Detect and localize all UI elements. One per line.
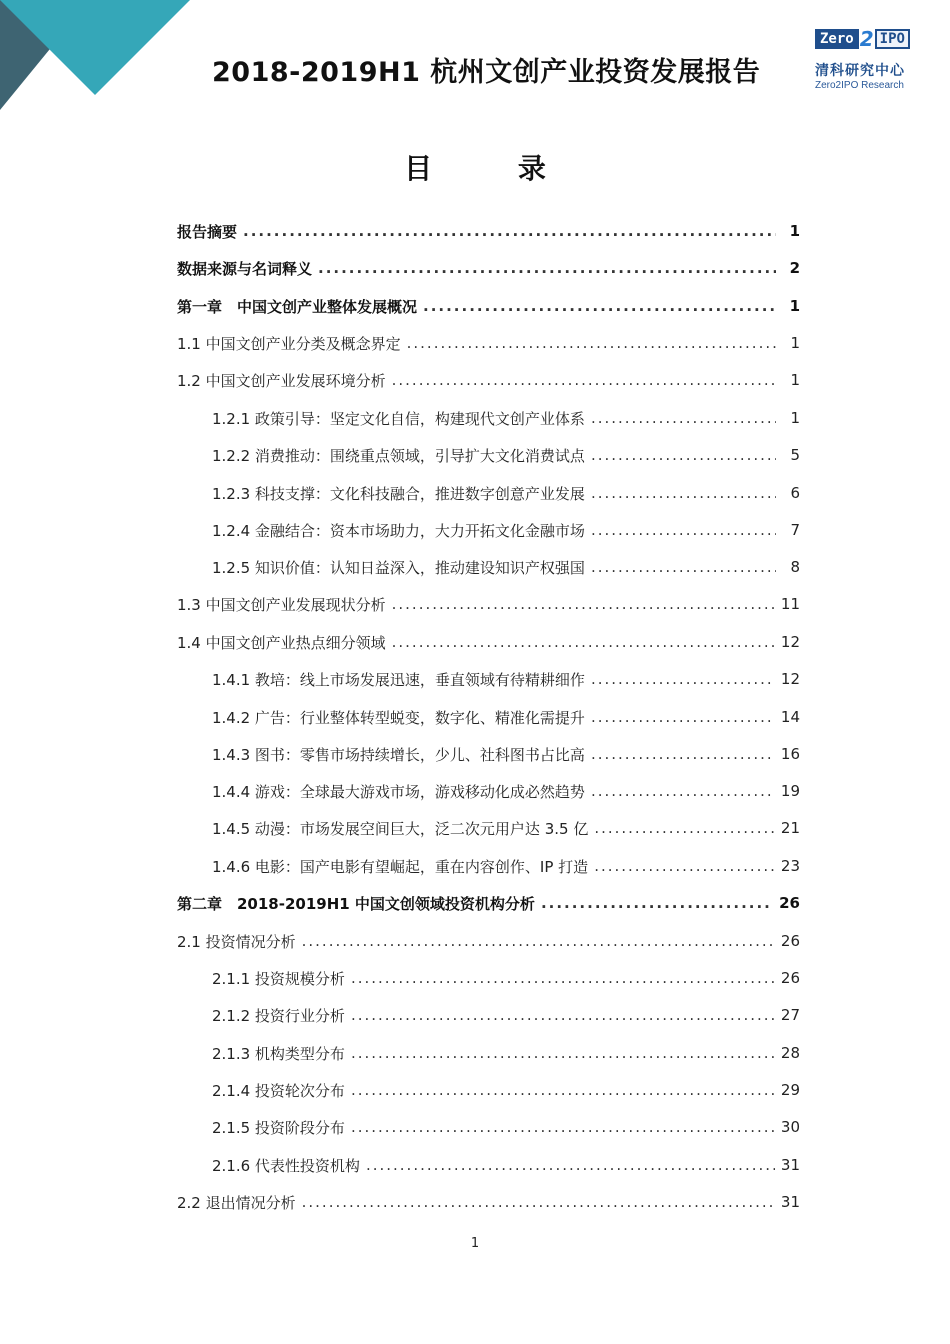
toc-entry-page: 30 — [780, 1118, 800, 1136]
toc-entry[interactable] — [212, 667, 800, 691]
toc-entry-page: 26 — [780, 969, 800, 987]
toc-leader-dots — [591, 708, 775, 726]
toc-entry-page: 1 — [789, 222, 800, 240]
toc-entry-label: 1.2.4 金融结合：资本市场助力，大力开拓文化金融市场 — [212, 521, 585, 540]
toc-entry[interactable] — [212, 816, 800, 840]
report-title: 2018-2019H1 杭州文创产业投资发展报告 — [212, 57, 761, 88]
toc-entry-page: 28 — [780, 1044, 800, 1062]
toc-entry-page: 31 — [780, 1193, 800, 1211]
toc-entry[interactable] — [177, 219, 800, 243]
toc-leader-dots — [318, 259, 776, 277]
toc-entry-page: 12 — [780, 633, 800, 651]
toc-entry[interactable] — [212, 1041, 800, 1065]
toc-entry-label: 1.4 中国文创产业热点细分领域 — [177, 633, 386, 652]
toc-entry-label: 1.4.5 动漫：市场发展空间巨大，泛二次元用户达 3.5 亿 — [212, 819, 589, 838]
toc-entry-page: 11 — [780, 595, 800, 613]
toc-leader-dots — [591, 484, 776, 502]
toc-leader-dots — [351, 1118, 775, 1136]
toc-entry[interactable] — [212, 854, 800, 878]
toc-entry-label: 2.1 投资情况分析 — [177, 932, 296, 951]
toc-entry-label: 1.3 中国文创产业发展现状分析 — [177, 595, 386, 614]
toc-entry-label: 1.4.2 广告：行业整体转型蜕变，数字化、精准化需提升 — [212, 708, 585, 727]
toc-entry[interactable] — [212, 742, 800, 766]
toc-entry-label: 2.1.5 投资阶段分布 — [212, 1118, 345, 1137]
toc-entry-label: 1.4.4 游戏：全球最大游戏市场，游戏移动化成必然趋势 — [212, 782, 585, 801]
toc-entry[interactable] — [177, 630, 800, 654]
toc-entry-label: 1.4.6 电影：国产电影有望崛起，重在内容创作、IP 打造 — [212, 857, 589, 876]
logo-zero-text: Zero — [815, 29, 859, 49]
toc-leader-dots — [392, 633, 775, 651]
toc-entry-page: 12 — [780, 670, 800, 688]
toc-entry[interactable] — [212, 443, 800, 467]
toc-entry-label: 2.1.3 机构类型分布 — [212, 1044, 345, 1063]
toc-leader-dots — [591, 409, 776, 427]
toc-leader-dots — [366, 1156, 775, 1174]
toc-entry[interactable] — [177, 891, 800, 915]
toc-entry-page: 8 — [790, 558, 800, 576]
toc-entry-label: 第二章 2018-2019H1 中国文创领域投资机构分析 — [177, 894, 535, 913]
toc-leader-dots — [591, 446, 776, 464]
toc-entry-page: 31 — [780, 1156, 800, 1174]
toc-leader-dots — [594, 857, 775, 875]
toc-entry-label: 1.4.1 教培：线上市场发展迅速，垂直领域有待精耕细作 — [212, 670, 585, 689]
logo-chinese-name: 清科研究中心 — [815, 63, 905, 79]
toc-entry[interactable] — [212, 1115, 800, 1139]
toc-leader-dots — [541, 894, 773, 912]
toc-entry-page: 23 — [780, 857, 800, 875]
toc-leader-dots — [591, 558, 776, 576]
toc-entry[interactable] — [177, 592, 800, 616]
toc-leader-dots — [351, 969, 775, 987]
logo-ipo-text: IPO — [875, 29, 910, 49]
logo-two-text: 2 — [859, 27, 874, 51]
toc-entry-page: 1 — [790, 334, 800, 352]
toc-entry-page: 26 — [779, 894, 800, 912]
toc-leader-dots — [591, 521, 776, 539]
toc-entry-label: 2.1.1 投资规模分析 — [212, 969, 345, 988]
toc-title: 目 录 — [404, 152, 584, 185]
toc-leader-dots — [351, 1044, 775, 1062]
toc-entry-page: 1 — [790, 409, 800, 427]
toc-leader-dots — [591, 782, 775, 800]
toc-entry-label: 1.4.3 图书：零售市场持续增长，少儿、社科图书占比高 — [212, 745, 585, 764]
toc-entry-page: 6 — [790, 484, 800, 502]
toc-entry[interactable] — [212, 555, 800, 579]
toc-leader-dots — [302, 1193, 775, 1211]
toc-entry-label: 报告摘要 — [177, 222, 238, 241]
toc-entry-label: 2.1.4 投资轮次分布 — [212, 1081, 345, 1100]
toc-entry-page: 26 — [780, 932, 800, 950]
toc-entry-page: 19 — [780, 782, 800, 800]
toc-leader-dots — [591, 670, 775, 688]
toc-leader-dots — [392, 371, 776, 389]
toc-entry[interactable] — [212, 779, 800, 803]
toc-entry-label: 数据来源与名词释义 — [177, 259, 313, 278]
toc-entry-label: 1.2 中国文创产业发展环境分析 — [177, 371, 386, 390]
toc-leader-dots — [591, 745, 775, 763]
toc-entry[interactable] — [212, 481, 800, 505]
toc-entry-label: 2.2 退出情况分析 — [177, 1193, 296, 1212]
toc-entry[interactable] — [177, 368, 800, 392]
page-number: 1 — [470, 1236, 480, 1251]
toc-entry[interactable] — [212, 705, 800, 729]
toc-entry[interactable] — [212, 1003, 800, 1027]
toc-entry-page: 1 — [790, 371, 800, 389]
toc-entry[interactable] — [212, 1153, 800, 1177]
toc-entry-page: 2 — [789, 259, 800, 277]
toc-entry-label: 2.1.6 代表性投资机构 — [212, 1156, 360, 1175]
toc-leader-dots — [407, 334, 776, 352]
toc-entry-page: 1 — [789, 297, 800, 315]
logo-english-name: Zero2IPO Research — [815, 80, 904, 91]
toc-entry[interactable] — [177, 256, 800, 280]
toc-entry-label: 1.1 中国文创产业分类及概念界定 — [177, 334, 401, 353]
toc-leader-dots — [302, 932, 775, 950]
toc-entry-page: 7 — [790, 521, 800, 539]
toc-entry-page: 29 — [780, 1081, 800, 1099]
toc-leader-dots — [423, 297, 776, 315]
toc-entry-label: 2.1.2 投资行业分析 — [212, 1006, 345, 1025]
toc-entry-page: 14 — [780, 708, 800, 726]
toc-leader-dots — [351, 1006, 775, 1024]
toc-leader-dots — [594, 819, 775, 837]
toc-entry[interactable] — [212, 518, 800, 542]
toc-entry-page: 5 — [790, 446, 800, 464]
toc-entry[interactable] — [212, 406, 800, 430]
toc-entry-label: 1.2.5 知识价值：认知日益深入，推动建设知识产权强国 — [212, 558, 585, 577]
toc-leader-dots — [392, 595, 775, 613]
toc-entry-label: 1.2.2 消费推动：围绕重点领域，引导扩大文化消费试点 — [212, 446, 585, 465]
toc-entry[interactable] — [177, 1190, 800, 1214]
toc-entry-label: 第一章 中国文创产业整体发展概况 — [177, 297, 418, 316]
toc-entry[interactable] — [212, 1078, 800, 1102]
toc-entry[interactable] — [177, 294, 800, 318]
toc-entry-label: 1.2.1 政策引导：坚定文化自信，构建现代文创产业体系 — [212, 409, 585, 428]
toc-entry-page: 16 — [780, 745, 800, 763]
toc-leader-dots — [243, 222, 776, 240]
toc-entry[interactable] — [177, 929, 800, 953]
toc-entry[interactable] — [212, 966, 800, 990]
toc-leader-dots — [351, 1081, 775, 1099]
toc-entry-page: 27 — [780, 1006, 800, 1024]
toc-entry-label: 1.2.3 科技支撑：文化科技融合，推进数字创意产业发展 — [212, 484, 585, 503]
toc-entry[interactable] — [177, 331, 800, 355]
toc-entry-page: 21 — [780, 819, 800, 837]
